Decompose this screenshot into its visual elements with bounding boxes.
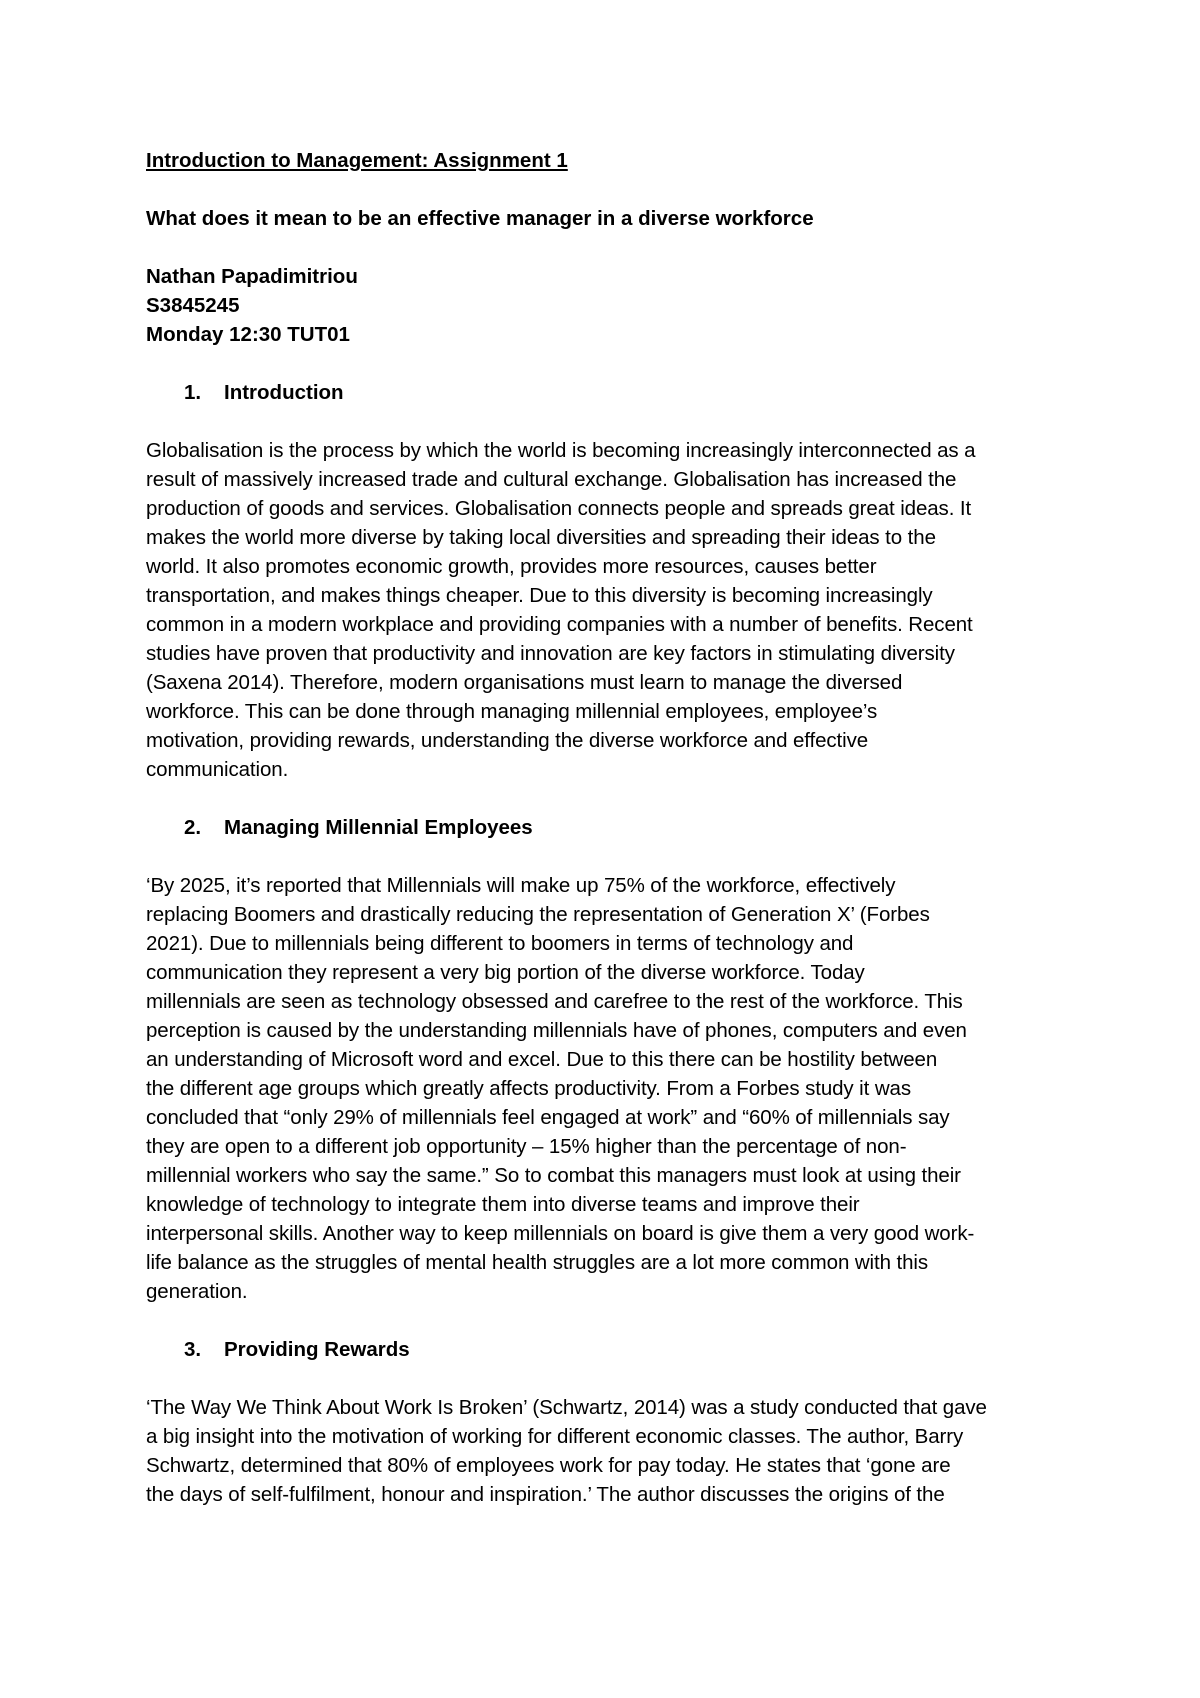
section-title: Introduction [224,381,344,404]
paragraph-line: millennials are seen as technology obsessed and carefree to the rest of the workforce. This [146,990,963,1013]
document-title: Introduction to Management: Assignment 1 [146,149,568,172]
paragraph-line: 2021). Due to millennials being different to boomers in terms of technology and [146,932,854,955]
paragraph-line: ‘The Way We Think About Work Is Broken’ (Schwartz, 2014) was a study conducted that gave [146,1396,987,1419]
paragraph-line: world. It also promotes economic growth, provides more resources, causes better [146,555,877,578]
paragraph-line: concluded that “only 29% of millennials feel engaged at work” and “60% of millennials say [146,1106,950,1129]
paragraph-line: Schwartz, determined that 80% of employees work for pay today. He states that ‘gone are [146,1454,951,1477]
paragraph-line: transportation, and makes things cheaper. Due to this diversity is becoming increasingly [146,584,933,607]
section-title: Managing Millennial Employees [224,816,533,839]
student-id: S3845245 [146,294,240,317]
paragraph-line: an understanding of Microsoft word and excel. Due to this there can be hostility between [146,1048,938,1071]
section-number: 1. [184,381,202,404]
paragraph-line: Globalisation is the process by which the world is becoming increasingly interconnected as a [146,439,976,462]
section-number: 3. [184,1338,202,1361]
paragraph-line: studies have proven that productivity and innovation are key factors in stimulating diversity [146,642,955,665]
paragraph-line: communication they represent a very big portion of the diverse workforce. Today [146,961,865,984]
paragraph-line: common in a modern workplace and providing companies with a number of benefits. Recent [146,613,973,636]
paragraph-line: replacing Boomers and drastically reducing the representation of Generation X’ (Forbes [146,903,930,926]
paragraph-line: motivation, providing rewards, understanding the diverse workforce and effective [146,729,869,752]
class-time: Monday 12:30 TUT01 [146,323,350,346]
paragraph-line: workforce. This can be done through managing millennial employees, employee’s [146,700,878,723]
section-paragraph-providing-rewards [146,1393,1076,1509]
essay-question: What does it mean to be an effective manager in a diverse workforce [146,207,814,230]
paragraph-line: interpersonal skills. Another way to keep millennials on board is give them a very good work- [146,1222,975,1245]
paragraph-line: (Saxena 2014). Therefore, modern organisations must learn to manage the diversed [146,671,903,694]
section-heading-providing-rewards [146,1335,1076,1364]
paragraph-line: result of massively increased trade and cultural exchange. Globalisation has increased the [146,468,957,491]
author-name: Nathan Papadimitriou [146,265,358,288]
section-paragraph-introduction [146,436,1076,784]
paragraph-line: the days of self-fulfilment, honour and inspiration.’ The author discusses the origins of the [146,1483,945,1506]
paragraph-line: communication. [146,758,289,781]
section-heading-millennial-employees [146,813,1076,842]
section-number: 2. [184,816,202,839]
section-title: Providing Rewards [224,1338,410,1361]
paragraph-line: millennial workers who say the same.” So to combat this managers must look at using their [146,1164,961,1187]
paragraph-line: production of goods and services. Globalisation connects people and spreads great ideas. It [146,497,972,520]
paragraph-line: generation. [146,1280,248,1303]
paragraph-line: a big insight into the motivation of working for different economic classes. The author, Barry [146,1425,964,1448]
paragraph-line: knowledge of technology to integrate them into diverse teams and improve their [146,1193,860,1216]
paragraph-line: the different age groups which greatly affects productivity. From a Forbes study it was [146,1077,911,1100]
paragraph-line: life balance as the struggles of mental health struggles are a lot more common with this [146,1251,928,1274]
document-page [146,146,1076,1509]
section-paragraph-millennial-employees [146,871,1076,1306]
paragraph-line: makes the world more diverse by taking local diversities and spreading their ideas to the [146,526,936,549]
paragraph-line: perception is caused by the understanding millennials have of phones, computers and even [146,1019,967,1042]
paragraph-line: ‘By 2025, it’s reported that Millennials will make up 75% of the workforce, effectively [146,874,896,897]
section-heading-introduction [146,378,1076,407]
paragraph-line: they are open to a different job opportunity – 15% higher than the percentage of non- [146,1135,907,1158]
